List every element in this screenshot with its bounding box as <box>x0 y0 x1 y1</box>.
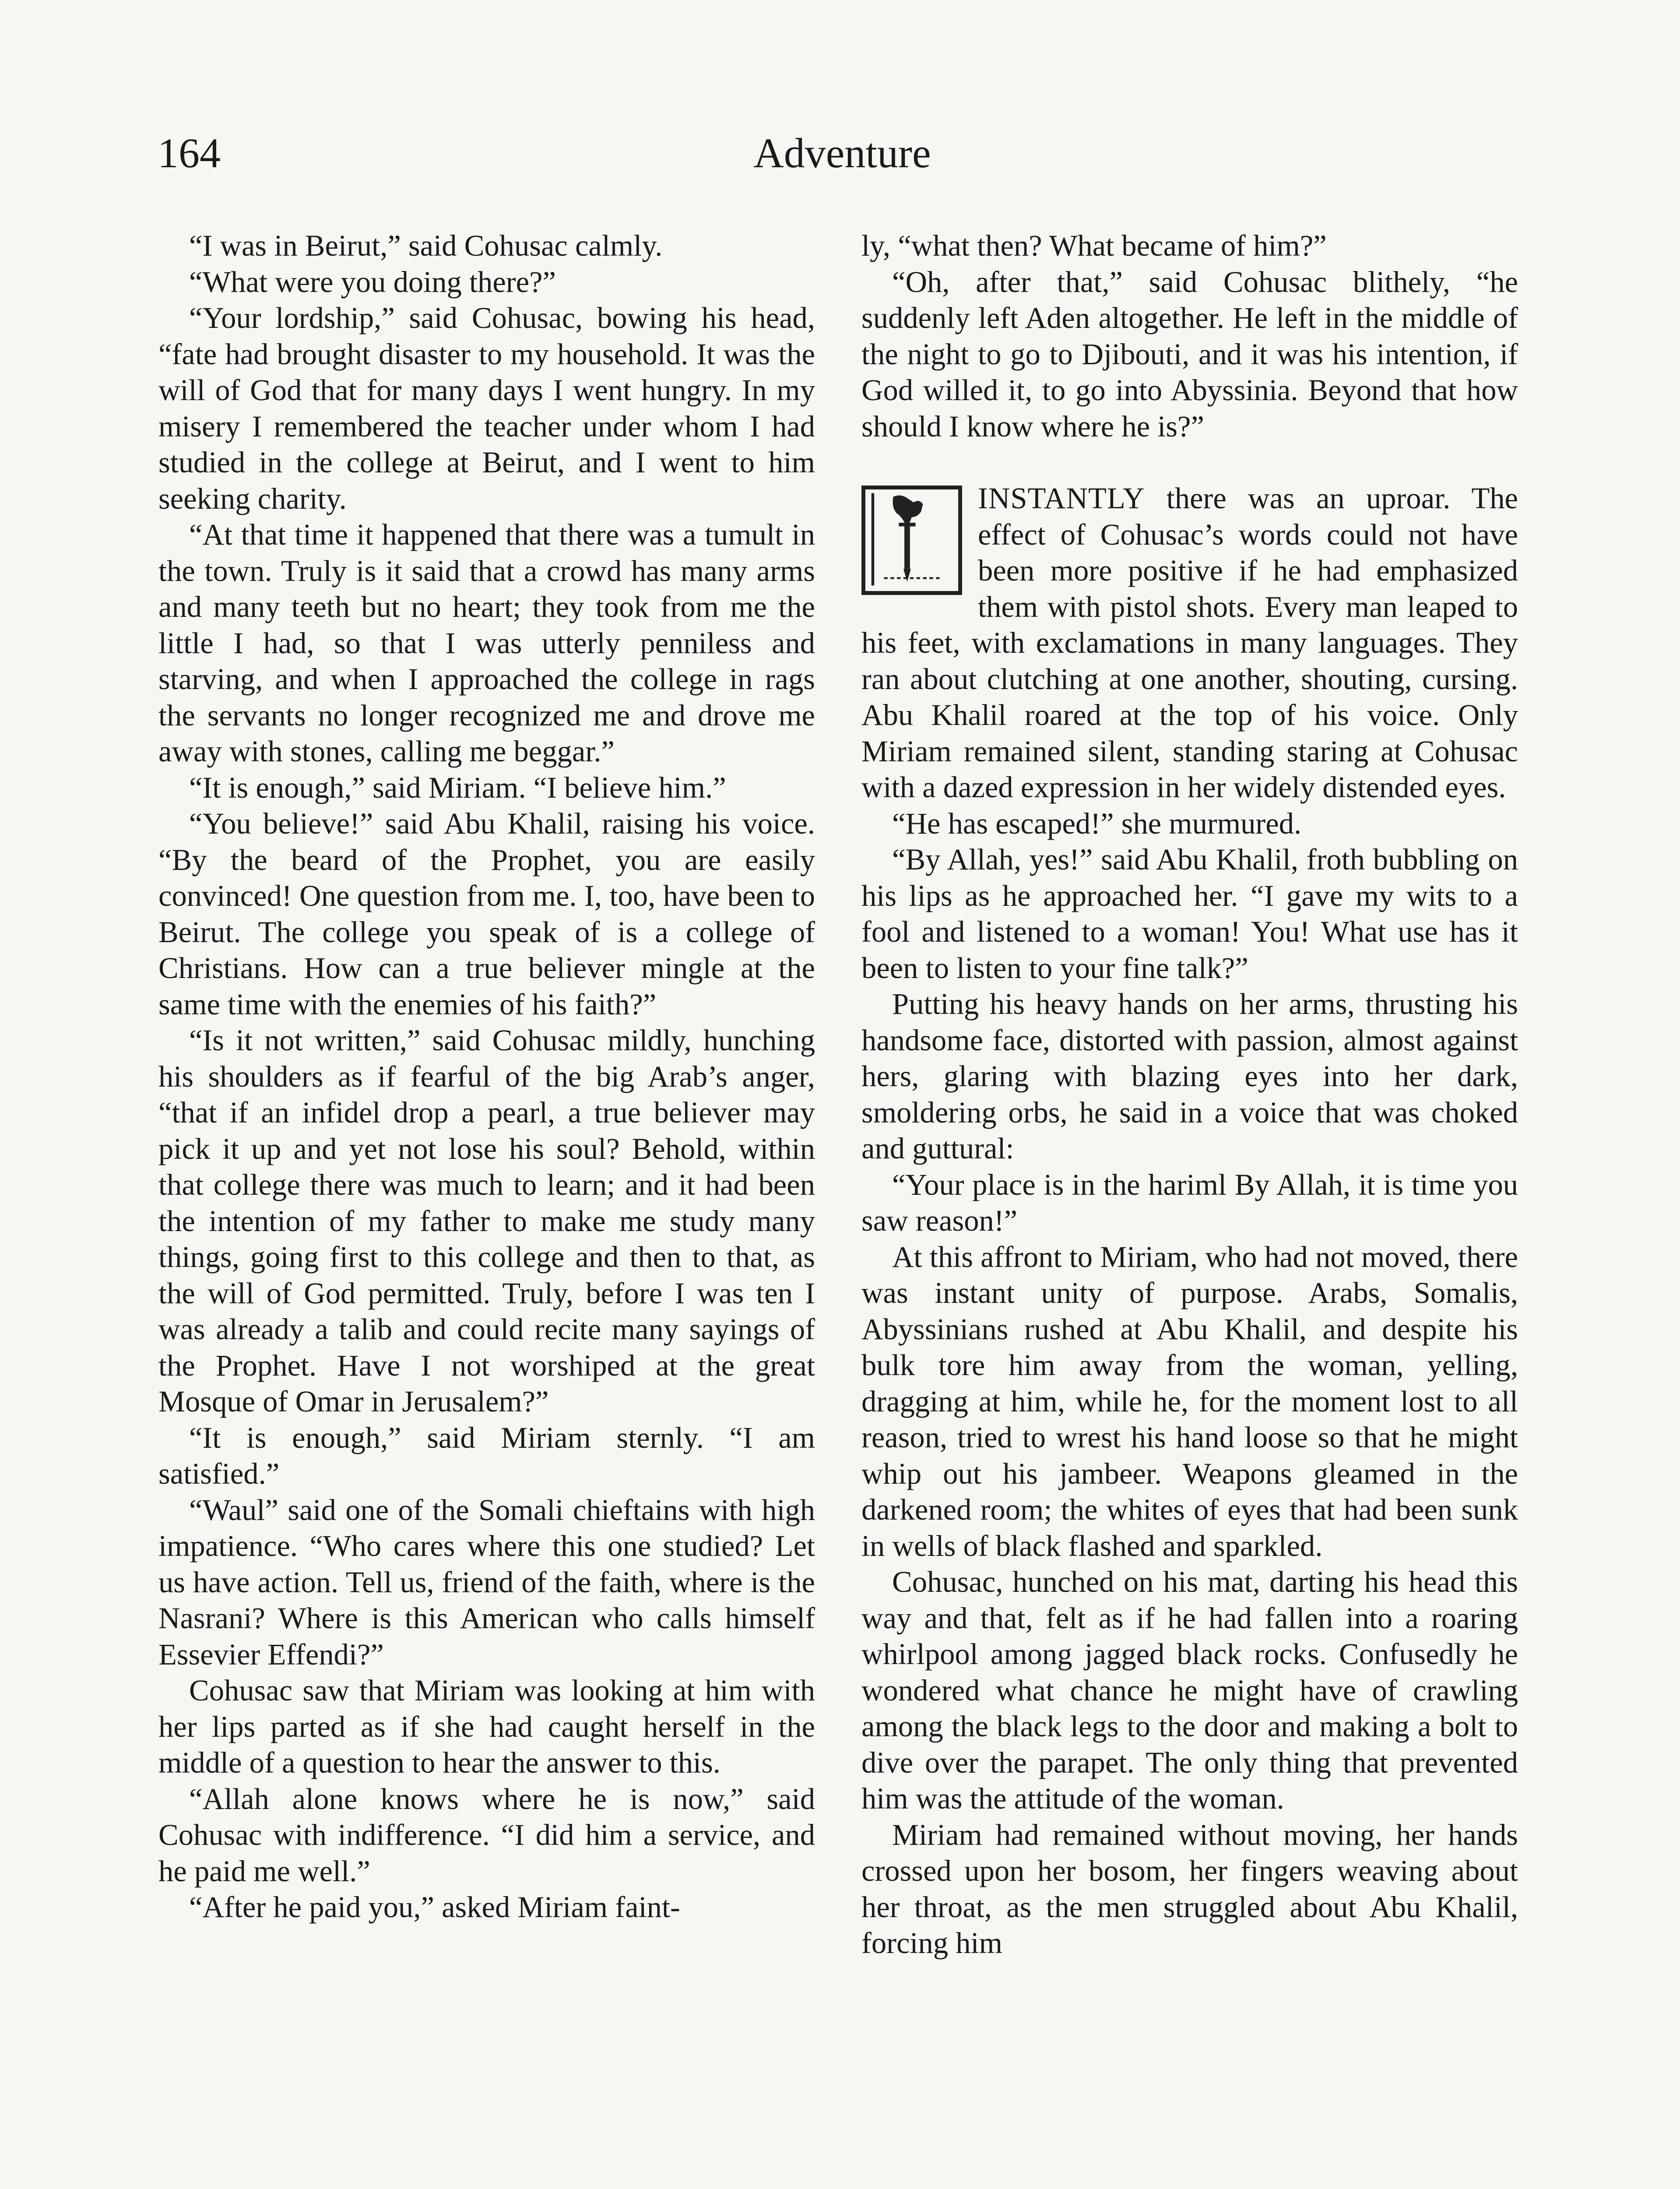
hand-holding-dagger-icon <box>861 486 962 595</box>
paragraph: Putting his heavy hands on her arms, thrusting his handsome face, distorted with passion, almost against hers, glaring with blazing eyes into her dark, smoldering orbs, he said in a voice that was choked and guttural: <box>861 987 1518 1165</box>
paragraph: “I was in Beirut,” said Cohusac calmly. <box>189 229 663 262</box>
paragraph: “Oh, after that,” said Cohusac blithely, “he suddenly left Aden altogether. He left in the middle of the night to go to Djibouti, and it was his intention, if God willed it, to go into Abyssinia. Beyond that how should I know where he is?” <box>861 265 1518 443</box>
section-opening-text: there was an uproar. The effect of Cohusac’s words could not have been more positive if he had emphasized them with pistol shots. Every man leaped to his feet, with exclamations in many languages. They ran about clutching at one another, shouting, cursing. Abu Khalil roared at the top of his voice. Only Miriam remained silent, standing staring at Cohusac with a dazed expression in her widely distended eyes. <box>861 482 1518 804</box>
paragraph: Cohusac, hunched on his mat, darting his head this way and that, felt as if he had fallen into a roaring whirlpool among jagged black rocks. Confusedly he wondered what chance he might have of crawling among the black legs to the door and making a bolt to dive over the parapet. The only thing that prevented him was the attitude of the woman. <box>861 1565 1518 1815</box>
paragraph-continued: ly, “what then? What became of him?” <box>861 229 1327 262</box>
paragraph: “Your place is in the hariml By Allah, it is time you saw reason!” <box>861 1168 1518 1237</box>
paragraph: At this affront to Miriam, who had not moved, there was instant unity of purpose. Arabs, Somalis, Abyssinians rushed at Abu Khalil, and despite his bulk tore him away from the woman, yelling, dragging at him, while he, for the moment lost to all reason, tried to wrest his hand loose so that he might whip out his jambeer. Weapons gleamed in the darkened room; the whites of eyes that had been sunk in wells of black flashed and sparkled. <box>861 1240 1518 1563</box>
paragraph: “What were you doing there?” <box>189 265 556 299</box>
section-break <box>861 444 1518 480</box>
page-header <box>158 127 1527 188</box>
paragraph: “It is enough,” said Miriam. “I believe him.” <box>189 771 726 804</box>
right-column <box>861 228 1518 1961</box>
paragraph: “Waul” said one of the Somali chieftains with high impatience. “Who cares where this one studied? Let us have action. Tell us, friend of the faith, where is the Nasrani? Where is this American who calls himself Essevier Effendi?” <box>158 1493 815 1671</box>
paragraph: “At that time it happened that there was a tumult in the town. Truly is it said that a crowd has many arms and many teeth but no heart; they took from me the little I had, so that I was utterly penniless and starving, and when I approached the college in rags the servants no longer recognized me and drove me away with stones, calling me beggar.” <box>158 518 815 768</box>
paragraph: “Is it not written,” said Cohusac mildly, hunching his shoulders as if fearful of the big Arab’s anger, “that if an infidel drop a pearl, a true believer may pick it up and yet not lose his soul? Behold, within that college there was much to learn; and it had been the intention of my father to make me study many things, going first to this college and then to that, as the will of God permitted. Truly, before I was ten I was already a talib and could recite many sayings of the Prophet. Have I not worshiped at the great Mosque of Omar in Jerusalem?” <box>158 1024 815 1418</box>
paragraph: “He has escaped!” she murmured. <box>892 806 1302 840</box>
paragraph: “Allah alone knows where he is now,” said Cohusac with indifference. “I did him a service, and he paid me well.” <box>158 1782 815 1888</box>
left-column <box>158 228 815 1925</box>
paragraph: Miriam had remained without moving, her hands crossed upon her bosom, her fingers weaving about her throat, as the men struggled about Abu Khalil, forcing him <box>861 1818 1518 1960</box>
page-number: 164 <box>158 130 221 176</box>
paragraph: “After he paid you,” asked Miriam faint- <box>189 1890 680 1924</box>
section-opening-paragraph <box>861 480 1518 806</box>
paragraph: Cohusac saw that Miriam was looking at him with her lips parted as if she had caught herself in the middle of a question to hear the answer to this. <box>158 1674 815 1779</box>
paragraph: “You believe!” said Abu Khalil, raising his voice. “By the beard of the Prophet, you are easily convinced! One question from me. I, too, have been to Beirut. The college you speak of is a college of Christians. How can a true believer mingle at the same time with the enemies of his faith?” <box>158 807 815 1021</box>
paragraph: “Your lordship,” said Cohusac, bowing his head, “fate had brought disaster to my household. It was the will of God that for many days I went hungry. In my misery I remembered the teacher under whom I had studied in the college at Beirut, and I went to him seeking charity. <box>158 301 815 515</box>
section-first-word: INSTANTLY <box>978 482 1145 515</box>
running-title: Adventure <box>753 130 931 176</box>
paragraph: “It is enough,” said Miriam sternly. “I am satisfied.” <box>158 1421 815 1490</box>
paragraph: “By Allah, yes!” said Abu Khalil, froth bubbling on his lips as he approached her. “I gave my wits to a fool and listened to a woman! You! What use has it been to listen to your fine talk?” <box>861 843 1518 985</box>
